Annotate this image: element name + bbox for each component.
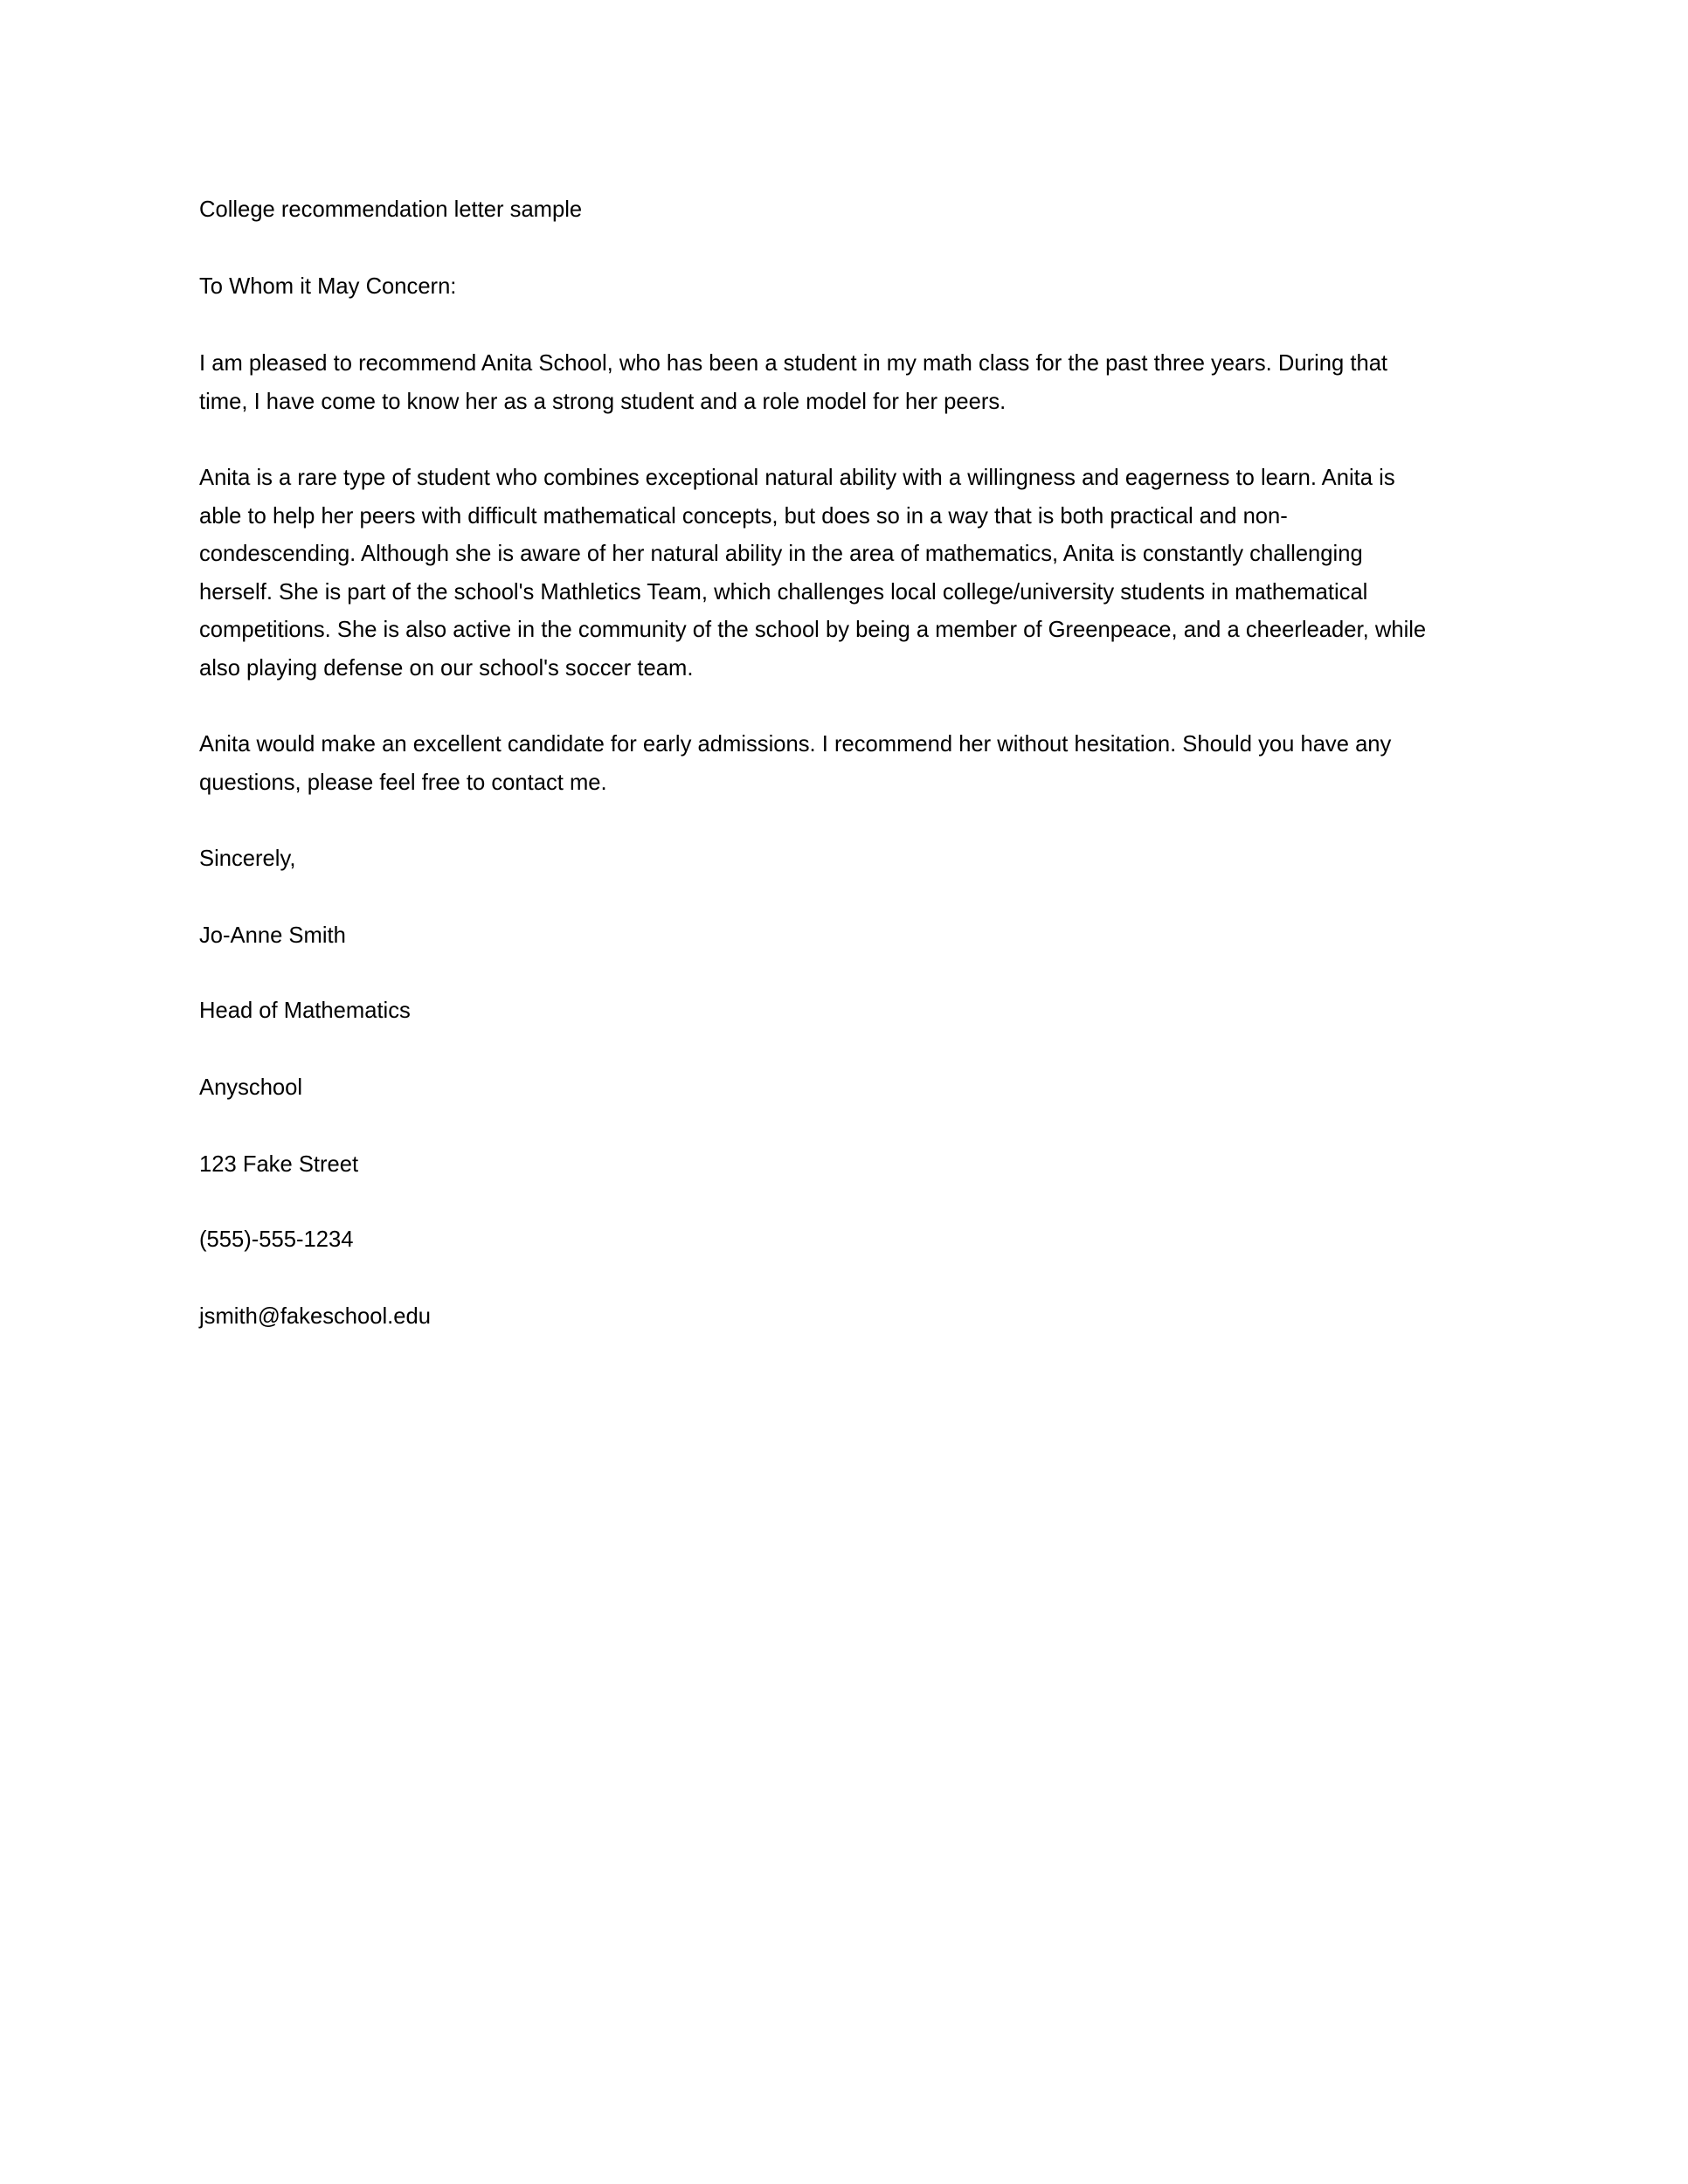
salutation: To Whom it May Concern: (199, 274, 457, 299)
closing: Sincerely, (199, 847, 296, 871)
document-title: College recommendation letter sample (199, 197, 583, 222)
paragraph-introduction (199, 345, 1440, 421)
paragraph-line: also playing defense on our school's soccer team. (199, 655, 694, 681)
paragraph-line: competitions. She is also active in the community of the school by being a member of Greenpeace, and a cheerleader, while (199, 618, 1427, 643)
paragraph-conclusion (199, 726, 1440, 802)
signature-name: Jo-Anne Smith (199, 923, 346, 948)
signature-phone: (555)-555-1234 (199, 1227, 354, 1252)
signature-email: jsmith@fakeschool.edu (199, 1304, 431, 1329)
paragraph-line: time, I have come to know her as a strong student and a role model for her peers. (199, 389, 1007, 414)
paragraph-line: condescending. Although she is aware of her natural ability in the area of mathematics, Anita is constantly challenging (199, 542, 1363, 567)
paragraph-qualities (199, 460, 1440, 688)
signature-position: Head of Mathematics (199, 999, 411, 1023)
paragraph-line: I am pleased to recommend Anita School, who has been a student in my math class for the past three years. During that (199, 351, 1388, 376)
paragraph-line: herself. She is part of the school's Mathletics Team, which challenges local college/university students in mathematical (199, 579, 1368, 605)
paragraph-line: Anita would make an excellent candidate for early admissions. I recommend her without hesitation. Should you have any (199, 732, 1392, 757)
paragraph-line: questions, please feel free to contact me. (199, 770, 607, 795)
paragraph-line: able to help her peers with difficult mathematical concepts, but does so in a way that is both practical and non- (199, 503, 1288, 529)
paragraph-line: Anita is a rare type of student who combines exceptional natural ability with a willingness and eagerness to learn. Anita is (199, 466, 1395, 490)
signature-address: 123 Fake Street (199, 1152, 359, 1177)
signature-school: Anyschool (199, 1075, 303, 1100)
